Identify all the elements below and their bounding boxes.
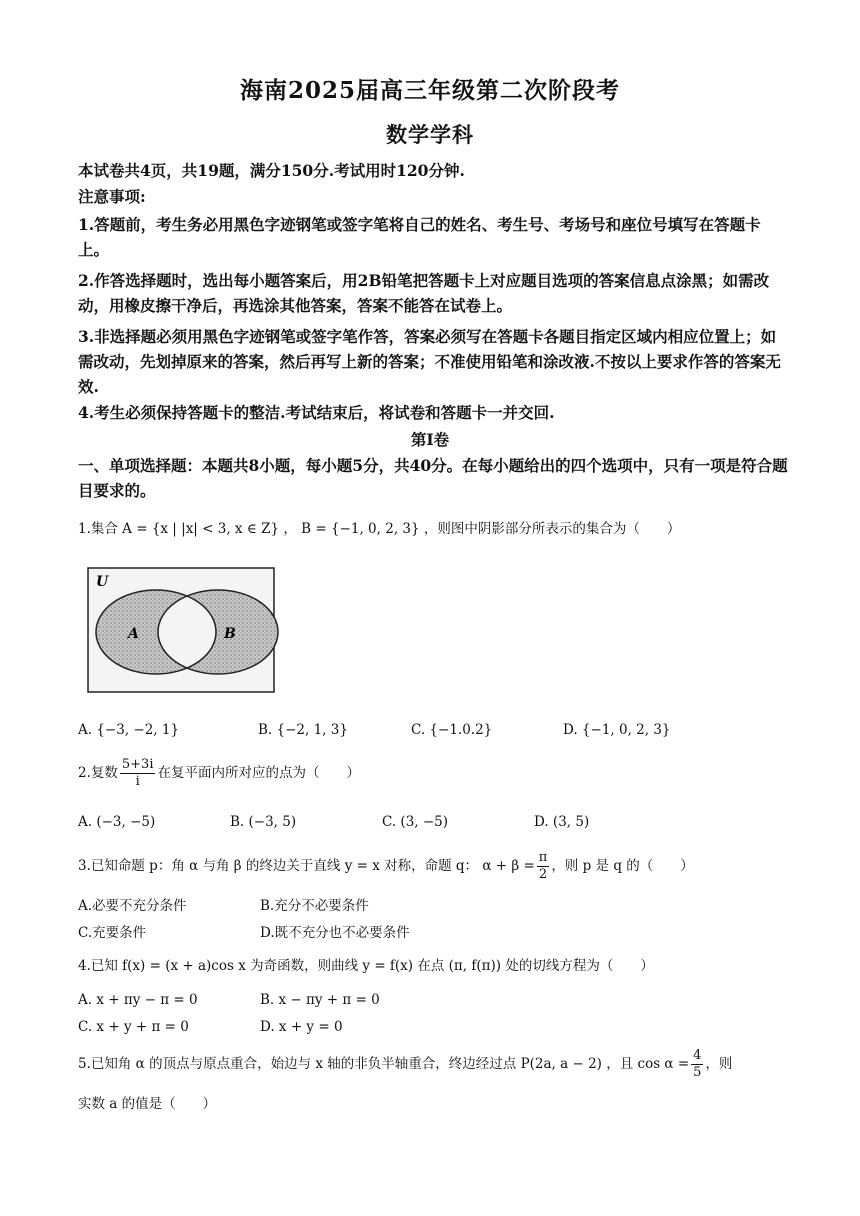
option-a: A. {−3, −2, 1} — [78, 722, 180, 738]
question-4-stem: 4.已知 f(x) = (x + a)cos x 为奇函数，则曲线 y = f(x) 在点 (π, f(π)) 处的切线方程为（ ） — [78, 958, 654, 974]
notice-heading: 注意事项: — [78, 187, 146, 206]
option-b: B. {−2, 1, 3} — [258, 722, 348, 738]
option-a: A. x + πy − π = 0 — [78, 992, 198, 1008]
notice-item-4: 4.考生必须保持答题卡的整洁.考试结束后，将试卷和答题卡一并交回. — [78, 403, 555, 422]
section-heading: 一、单项选择题：本题共8小题，每小题5分，共40分。在每小题给出的四个选项中，只有一项是符合题目要求的。 — [78, 456, 788, 500]
exam-title: 海南2025届高三年级第二次阶段考 — [239, 77, 620, 104]
question-5-stem: 5.已知角 α 的顶点与原点重合，始边与 x 轴的非负半轴重合，终边经过点 P(2a, a − 2) ，且 cos α = $\frac{4}{5}$ ，则 — [78, 1048, 733, 1080]
subject-title: 数学学科 — [386, 122, 474, 147]
question-1-stem: 1.集合 A = {x | |x| < 3, x ∈ Z} ， B = {−1, 0, 2, 3} ，则图中阴影部分所表示的集合为（ ） — [78, 521, 681, 537]
question-5-stem-line2: 实数 a 的值是（ ） — [78, 1096, 217, 1112]
option-c: C. (3, −5) — [382, 814, 449, 830]
notice-item-1: 1.答题前，考生务必用黑色字迹钢笔或签字笔将自己的姓名、考生号、考场号和座位号填写在答题卡上。 — [78, 215, 761, 259]
notice-item-2: 2.作答选择题时，选出每小题答案后，用2B铅笔把答题卡上对应题目选项的答案信息点涂黑；如需改动，用橡皮擦干净后，再选涂其他答案，答案不能答在试卷上。 — [78, 271, 770, 315]
option-b: B.充分不必要条件 — [260, 898, 369, 914]
venn-label-u: U — [96, 574, 109, 590]
exam-summary: 本试卷共4页，共19题，满分150分.考试用时120分钟. — [78, 161, 465, 180]
option-c: C.充要条件 — [78, 925, 147, 941]
volume-heading: 第I卷 — [410, 430, 450, 449]
notice-item-3: 3.非选择题必须用黑色字迹钢笔或签字笔作答，答案必须写在答题卡各题目指定区域内相应位置上；如需改动，先划掉原来的答案，然后再写上新的答案；不准使用铅笔和涂改液.不按以上要求作答的答案无效. — [78, 327, 781, 396]
question-3-stem: 3.已知命题 p：角 α 与角 β 的终边关于直线 y = x 对称，命题 q： α + β = $\frac{\pi}{2}$ ，则 p 是 q 的（ ） — [78, 850, 694, 882]
option-a: A. (−3, −5) — [78, 814, 156, 830]
option-b: B. (−3, 5) — [230, 814, 297, 830]
question-2-stem: 2.复数 $\frac{5+3i}{i}$ 在复平面内所对应的点为（ ） — [78, 757, 360, 789]
option-d: D. {−1, 0, 2, 3} — [563, 722, 671, 738]
question-4-options — [78, 992, 788, 1038]
venn-label-b: B — [224, 626, 236, 642]
question-3-options — [78, 894, 788, 940]
option-c: C. x + y + π = 0 — [78, 1019, 189, 1035]
option-b: B. x − πy + π = 0 — [260, 992, 380, 1008]
option-d: D. (3, 5) — [534, 814, 590, 830]
question-1-options — [78, 722, 788, 742]
option-c: C. {−1.0.2} — [411, 722, 493, 738]
option-d: D.既不充分也不必要条件 — [260, 925, 410, 941]
option-a: A.必要不充分条件 — [78, 898, 187, 914]
question-2-options — [78, 814, 788, 834]
venn-diagram — [78, 562, 283, 702]
option-d: D. x + y = 0 — [260, 1019, 343, 1035]
venn-label-a: A — [128, 626, 139, 642]
